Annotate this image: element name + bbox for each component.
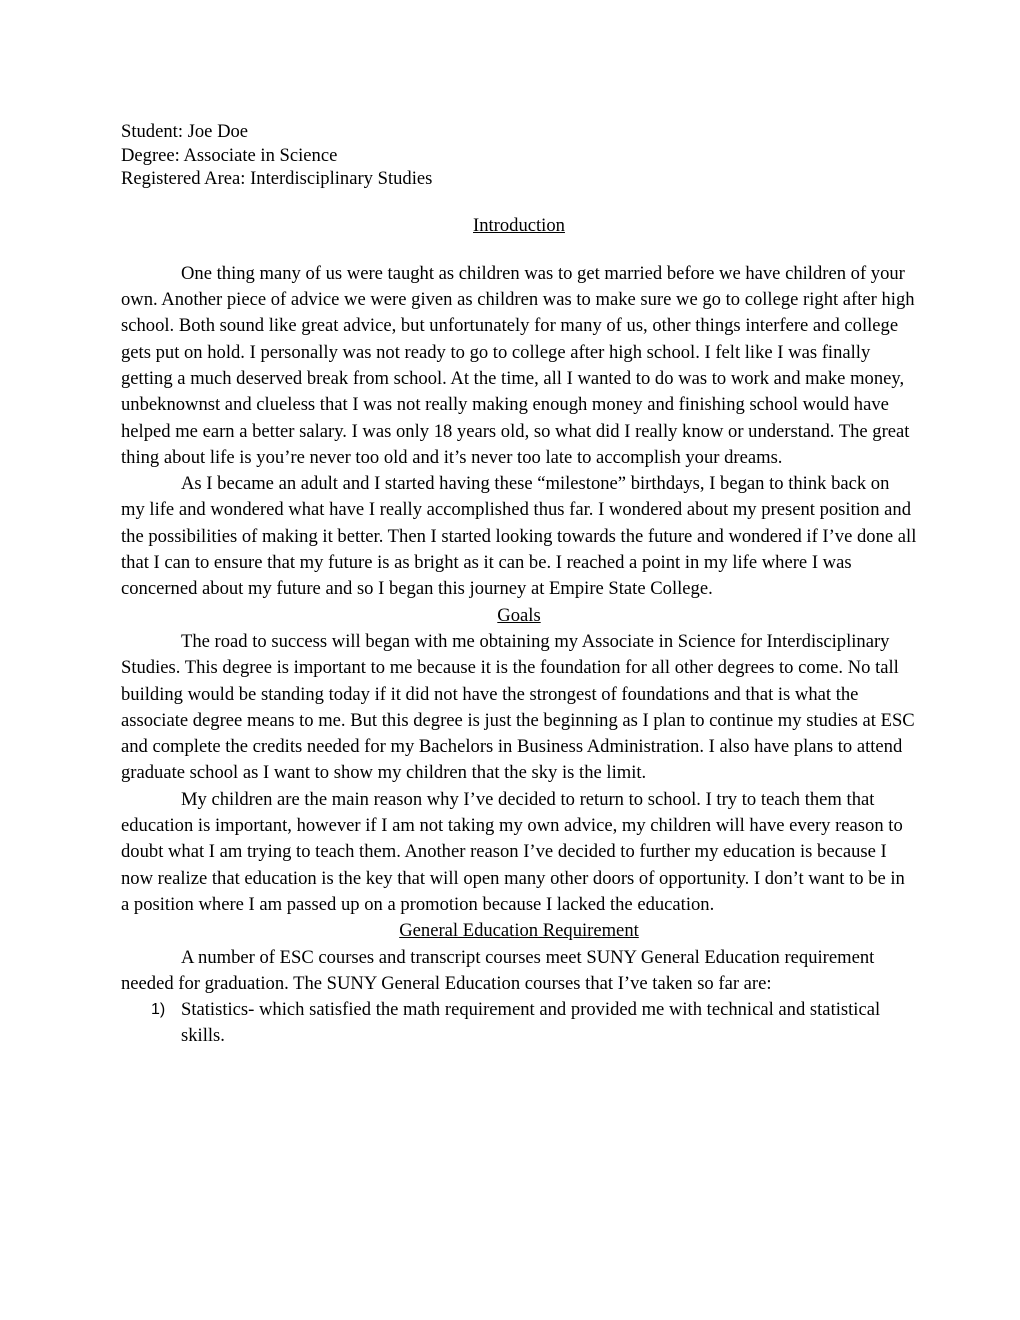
gen-ed-course-list — [121, 997, 917, 1050]
student-name: Student: Joe Doe — [121, 121, 249, 142]
introduction-paragraph-1: One thing many of us were taught as children was to get married before we have children of your own. Another piece of advice we were given as children was to make sure we go to college right after high school. Both sound like great advice, but unfortunately for many of us, other things interfere and college gets put on hold. I personally was not ready to go to college after high school. I felt like I was finally getting a much deserved break from school. At the time, all I wanted to do was to work and make money, unbeknownst and clueless that I was not really making enough money and finishing school would have helped me earn a better salary. I was only 18 years old, so what did I really know or understand. The great thing about life is you’re never too old and it’s never too late to accomplish your dreams. — [121, 262, 915, 468]
goals-paragraph-2: My children are the main reason why I’ve decided to return to school. I try to teach them that education is important, however if I am not taking my own advice, my children will have every reason to doubt what I am trying to teach them. Another reason I’ve decided to further my education is because I now realize that education is the key that will open many other doors of opportunity. I don’t want to be in a position where I am passed up on a promotion because I lacked the education. — [121, 788, 905, 915]
gen-ed-heading: General Education Requirement — [399, 920, 639, 942]
student-info — [121, 120, 917, 191]
registered-area-line: Registered Area: Interdisciplinary Studies — [121, 168, 433, 189]
document-page — [121, 120, 917, 1050]
introduction-paragraph-2: As I became an adult and I started having these “milestone” birthdays, I began to think back on my life and wondered what have I really accomplished thus far. I wondered about my present position and the possibilities of making it better. Then I started looking towards the future and wondered if I’ve done all that I can to ensure that my future is as bright as it can be. I reached a point in my life where I was concerned about my future and so I began this journey at Empire State College. — [121, 473, 917, 600]
gen-ed-intro-paragraph: A number of ESC courses and transcript courses meet SUNY General Education requirement needed for graduation. The SUNY General Education courses that I’ve taken so far are: — [121, 946, 875, 994]
list-item-number: 1) — [151, 1001, 166, 1019]
introduction-heading: Introduction — [473, 214, 565, 236]
goals-paragraph-1: The road to success will began with me obtaining my Associate in Science for Interdisciplinary Studies. This degree is important to me because it is the foundation for all other degrees to come. No tall building would be standing today if it did not have the strongest of foundations and that is what the associate degree means to me. But this degree is just the beginning as I plan to continue my studies at ESC and complete the credits needed for my Bachelors in Business Administration. I also have plans to attend graduate school as I want to show my children that the sky is the limit. — [121, 630, 915, 784]
goals-heading: Goals — [497, 604, 541, 626]
list-item — [121, 997, 917, 1050]
degree-line: Degree: Associate in Science — [121, 144, 338, 166]
list-item-text: Statistics- which satisfied the math requirement and provided me with technical and statistical skills. — [181, 999, 881, 1047]
